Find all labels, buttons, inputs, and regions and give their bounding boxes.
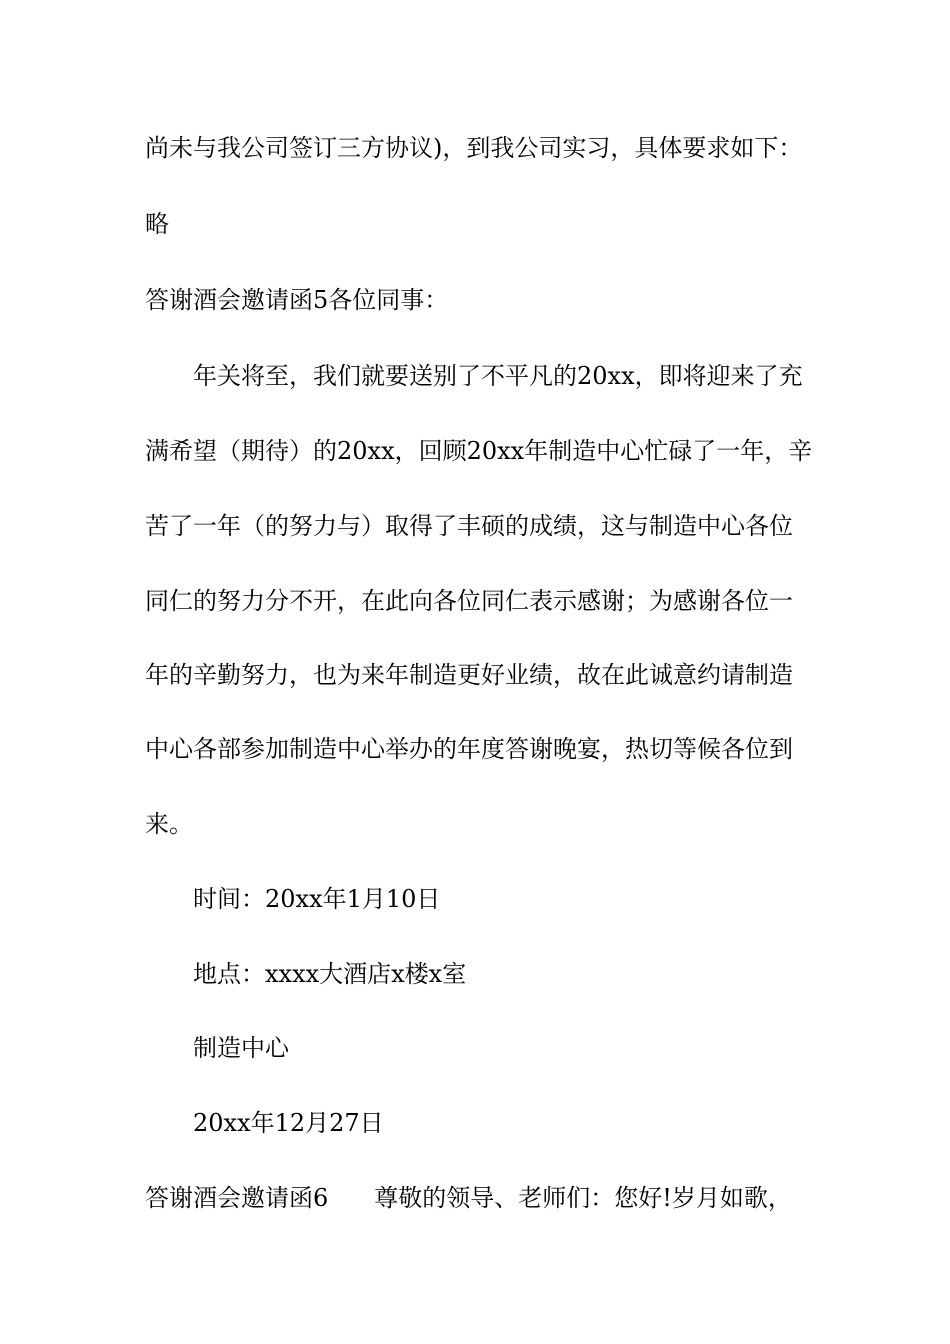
section-heading: 答谢酒会邀请函6 xyxy=(145,1184,329,1212)
paragraph-line: 尚未与我公司签订三方协议)，到我公司实习，具体要求如下： xyxy=(145,134,803,162)
paragraph-line: 苦了一年（的努力与）取得了丰硕的成绩，这与制造中心各位 xyxy=(145,512,793,540)
paragraph-line: 年的辛勤努力，也为来年制造更好业绩，故在此诚意约请制造 xyxy=(145,661,793,689)
event-location: 地点：xxxx大酒店x楼x室 xyxy=(193,960,467,988)
greeting-text: 尊敬的领导、老师们：您好!岁月如歌， xyxy=(374,1184,792,1212)
paragraph-line: 满希望（期待）的20xx，回顾20xx年制造中心忙碌了一年，辛 xyxy=(145,437,813,465)
section-heading: 答谢酒会邀请函5各位同事： xyxy=(145,286,449,314)
paragraph-line: 同仁的努力分不开，在此向各位同仁表示感谢；为感谢各位一 xyxy=(145,587,793,615)
signature-date: 20xx年12月27日 xyxy=(193,1109,384,1137)
paragraph-line: 来。 xyxy=(145,810,193,838)
signature-organization: 制造中心 xyxy=(193,1034,289,1062)
paragraph-line: 年关将至，我们就要送别了不平凡的20xx，即将迎来了充 xyxy=(193,362,803,390)
section-heading-line xyxy=(145,1183,792,1213)
event-time: 时间：20xx年1月10日 xyxy=(193,885,441,913)
paragraph-line: 略 xyxy=(145,210,169,238)
paragraph-line: 中心各部参加制造中心举办的年度答谢晚宴，热切等候各位到 xyxy=(145,735,793,763)
